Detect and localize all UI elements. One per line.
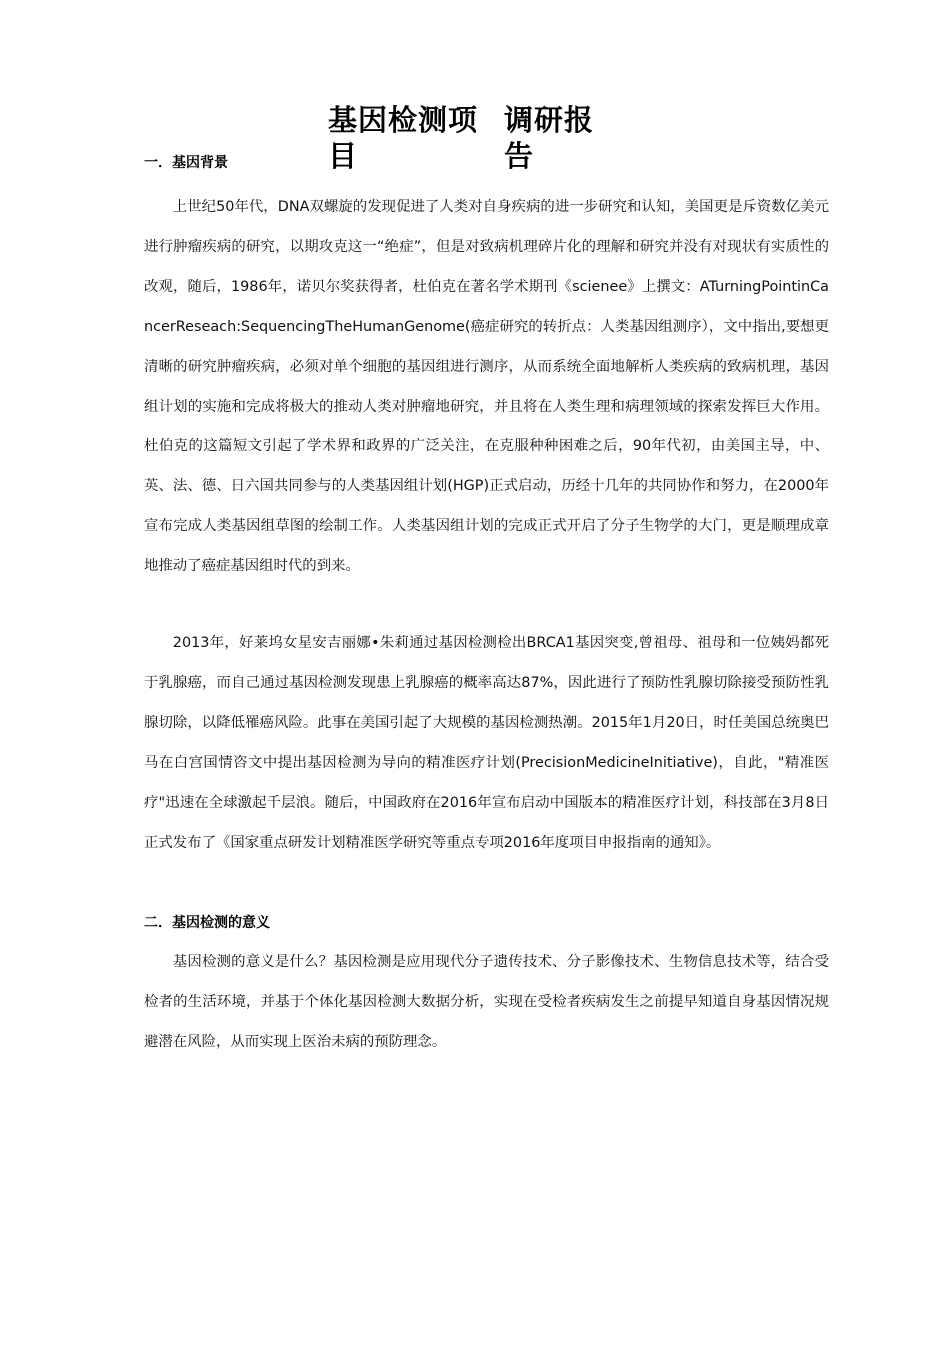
- section-heading-background: 一．基因背景: [144, 155, 228, 171]
- document-title-left: 基因检测项目: [328, 103, 479, 173]
- section-heading-significance: 二．基因检测的意义: [144, 915, 270, 931]
- paragraph-background-2: 2013年，好莱坞女星安吉丽娜•朱莉通过基因检测检出BRCA1基因突变,曾祖母、祖母和一位姨妈都死于乳腺癌，而自己通过基因检测发现患上乳腺癌的概率高达87%，因此进行了预防性乳腺切除接受预防性乳腺切除，以降低罹癌风险。此事在美国引起了大规模的基因检测热潮。2015年1月20日，时任美国总统奥巴马在白宫国情咨文中提出基因检测为导向的精准医疗计划(PrecisionMedicineInitiative)，自此，"精准医疗"迅速在全球激起千层浪。随后，中国政府在2016年宣布启动中国版本的精准医疗计划，科技部在3月8日正式发布了《国家重点研发计划精准医学研究等重点专项2016年度项目申报指南的通知》。: [144, 635, 829, 851]
- document-title-right: 调研报告: [504, 103, 595, 173]
- paragraph-background-1: 上世纪50年代，DNA双螺旋的发现促进了人类对自身疾病的进一步研究和认知，美国更是斥资数亿美元进行肿瘤疾病的研究，以期攻克这一“绝症”，但是对致病机理碎片化的理解和研究并没有对现状有实质性的改观，随后，1986年，诺贝尔奖获得者，杜伯克在著名学术期刊《scienee》上撰文：ATurningPointinCancerReseach:SequencingTheHumanGenome(癌症研究的转折点：人类基因组测序），文中指出,要想更清晰的研究肿瘤疾病，必须对单个细胞的基因组进行测序，从而系统全面地解析人类疾病的致病机理，基因组计划的实施和完成将极大的推动人类对肿瘤地研究，并且将在人类生理和病理领域的探索发挥巨大作用。杜伯克的这篇短文引起了学术界和政界的广泛关注，在克服种种困难之后，90年代初，由美国主导，中、英、法、德、日六国共同参与的人类基因组计划(HGP)正式启动，历经十几年的共同协作和努力，在2000年宣布完成人类基因组草图的绘制工作。人类基因组计划的完成正式开启了分子生物学的大门，更是顺理成章地推动了癌症基因组时代的到来。: [144, 199, 829, 575]
- paragraph-significance-1: 基因检测的意义是什么？基因检测是应用现代分子遗传技术、分子影像技术、生物信息技术等，结合受检者的生活环境，并基于个体化基因检测大数据分析，实现在受检者疾病发生之前提早知道自身基因情况规避潜在风险，从而实现上医治未病的预防理念。: [144, 954, 829, 1050]
